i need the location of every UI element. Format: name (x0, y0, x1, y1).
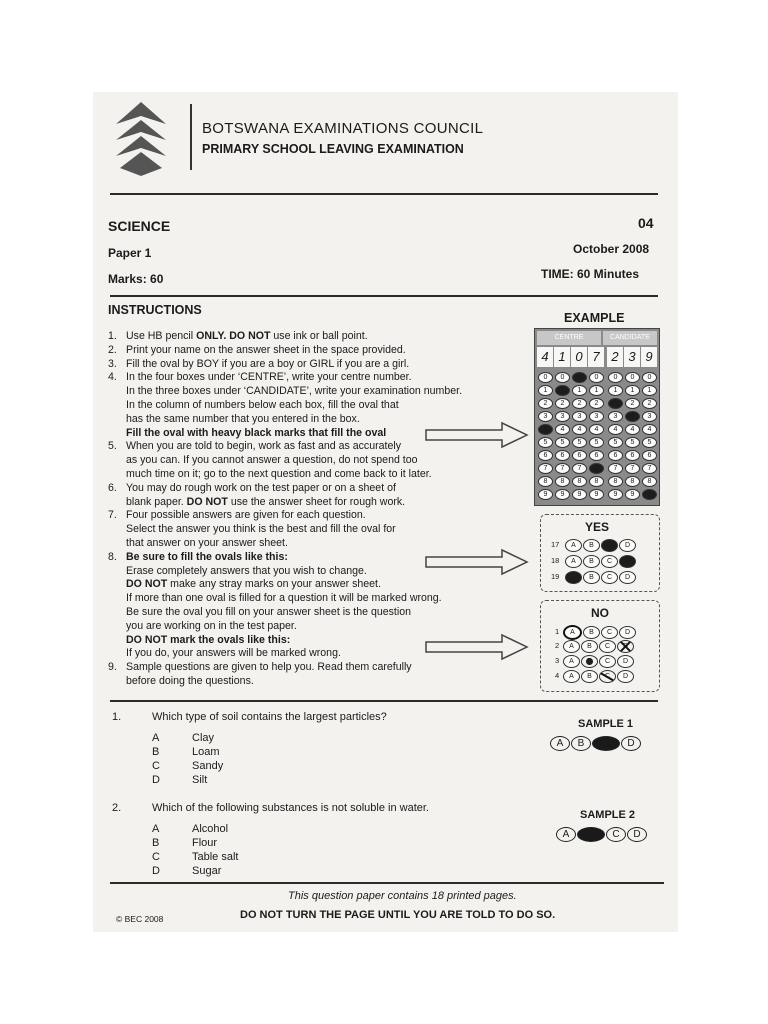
digit-oval: 2 (608, 398, 623, 409)
instruction-number (108, 523, 126, 537)
answer-oval: B (583, 626, 600, 639)
digit-box: 9 (641, 347, 657, 367)
digit-oval: 5 (589, 437, 604, 448)
digit-oval: 8 (608, 476, 623, 487)
answer-oval: B (581, 655, 598, 668)
digit-oval: 0 (625, 372, 640, 383)
question-number: 18 (551, 556, 560, 566)
digit-oval: 6 (625, 450, 640, 461)
sample-oval: A (550, 736, 570, 751)
digit-box: 1 (554, 347, 570, 367)
instruction-line (108, 344, 528, 358)
digit-oval: 7 (589, 463, 604, 474)
instruction-number (108, 675, 126, 689)
instruction-text (126, 537, 288, 551)
digit-oval: 3 (538, 411, 553, 422)
candidate-label: CANDIDATE (603, 331, 657, 345)
answer-oval: A (563, 670, 580, 683)
digit-oval: 3 (572, 411, 587, 422)
instruction-text (126, 358, 409, 372)
option-text: Sugar (192, 865, 222, 877)
instruction-line (108, 606, 528, 620)
exam-date: October 2008 (573, 242, 650, 256)
digit-oval: 7 (555, 463, 570, 474)
instruction-text (126, 427, 386, 441)
instruction-segment: use the answer sheet for rough work. (227, 495, 406, 508)
instruction-segment: If more than one oval is filled for a question it will be marked wrong. (126, 592, 442, 605)
digit-oval: 0 (538, 372, 553, 383)
bec-logo-icon (112, 100, 170, 178)
option-letter: B (152, 837, 160, 849)
page-count: This question paper contains 18 printed pages. (288, 890, 517, 902)
instruction-text (126, 565, 367, 579)
digit-box: 0 (571, 347, 587, 367)
instruction-text (126, 454, 418, 468)
digit-oval: 3 (589, 411, 604, 422)
digit-oval: 0 (555, 372, 570, 383)
option-letter: C (152, 851, 160, 863)
no-row (555, 670, 637, 685)
answer-oval: C (601, 539, 618, 552)
instruction-number: 7. (108, 509, 117, 522)
digit-box: 4 (537, 347, 553, 367)
digit-oval: 3 (555, 411, 570, 422)
oval-grid-row (538, 372, 658, 385)
digit-oval: 3 (642, 411, 657, 422)
instruction-segment: blank paper. (126, 495, 187, 508)
answer-oval: B (581, 640, 598, 653)
answer-oval: C (601, 571, 618, 584)
instruction-text (126, 468, 432, 482)
digit-oval: 4 (555, 424, 570, 435)
example-title: EXAMPLE (564, 311, 625, 325)
subject: SCIENCE (108, 218, 171, 234)
question-number: 4 (555, 671, 560, 681)
option-text: Loam (192, 746, 220, 758)
digit-oval: 7 (572, 463, 587, 474)
instruction-number (108, 427, 126, 441)
digit-oval: 9 (589, 489, 604, 500)
digit-oval: 8 (589, 476, 604, 487)
digit-oval: 1 (608, 385, 623, 396)
digit-oval: 0 (642, 372, 657, 383)
instruction-number (108, 454, 126, 468)
digit-oval: 1 (625, 385, 640, 396)
instructions-title: INSTRUCTIONS (108, 303, 202, 317)
instruction-segment: Fill the oval by BOY if you are a boy or GIRL if you are a girl. (126, 357, 410, 370)
sample-oval: B (571, 736, 591, 751)
digit-box: 3 (624, 347, 640, 367)
info-rule (110, 295, 658, 297)
instruction-segment: you are working on in the test paper. (126, 619, 297, 632)
instruction-segment: Use HB pencil (126, 330, 197, 342)
digit-oval: 9 (538, 489, 553, 500)
yes-title: YES (585, 520, 610, 534)
option-text: Clay (192, 732, 215, 744)
question-text: Which of the following substances is not soluble in water. (152, 802, 429, 814)
answer-oval: B (581, 670, 598, 683)
instruction-line (108, 675, 528, 689)
instruction-line (108, 482, 528, 496)
digit-oval: 6 (572, 450, 587, 461)
instruction-segment: Fill the oval with heavy black marks that fill the oval (126, 426, 387, 439)
instruction-text (126, 523, 396, 537)
instruction-line (108, 523, 528, 537)
centre-label: CENTRE (537, 331, 601, 345)
header-divider (190, 104, 192, 170)
digit-oval: 4 (589, 424, 604, 435)
instruction-line (108, 399, 528, 413)
instruction-line (108, 661, 528, 675)
exam-name: PRIMARY SCHOOL LEAVING EXAMINATION (202, 142, 464, 156)
sample-ovals (550, 735, 642, 753)
instruction-number (108, 606, 126, 620)
answer-oval: D (619, 555, 636, 568)
instruction-number (108, 468, 126, 482)
answer-oval: C (601, 626, 618, 639)
digit-oval: 2 (642, 398, 657, 409)
instruction-number (108, 565, 126, 579)
digit-oval: 5 (608, 437, 623, 448)
answer-oval: A (563, 625, 582, 640)
instruction-segment: Be sure to fill the ovals like this: (126, 550, 288, 563)
digit-oval: 7 (538, 463, 553, 474)
instruction-segment: before doing the questions. (126, 674, 254, 687)
digit-oval: 7 (608, 463, 623, 474)
footer-rule (110, 882, 664, 884)
digit-oval: 4 (538, 424, 553, 435)
instruction-segment: much time on it; go to the next question and come back to it later. (126, 467, 432, 480)
instruction-text (126, 606, 411, 620)
instruction-number (108, 592, 126, 606)
digit-oval: 1 (589, 385, 604, 396)
digit-oval: 2 (589, 398, 604, 409)
answer-oval: A (563, 655, 580, 668)
sample-oval: C (592, 736, 620, 751)
instruction-text (126, 634, 290, 648)
instruction-segment: Print your name on the answer sheet in the space provided. (126, 343, 406, 356)
instruction-number (108, 647, 126, 661)
oval-grid-row (538, 411, 658, 424)
instruction-number: 5. (108, 440, 117, 453)
sample-oval: A (556, 827, 576, 842)
oval-grid-row (538, 398, 658, 411)
question-number: 17 (551, 540, 560, 550)
answer-oval: D (617, 640, 634, 653)
answer-oval: B (583, 539, 600, 552)
digit-oval: 5 (572, 437, 587, 448)
sample-label: SAMPLE 2 (580, 809, 636, 821)
instruction-number (108, 496, 126, 510)
digit-oval: 8 (555, 476, 570, 487)
instruction-text (126, 620, 297, 634)
instruction-text (126, 496, 405, 510)
digit-boxes (537, 347, 657, 369)
digit-oval: 2 (538, 398, 553, 409)
yes-row (551, 571, 637, 587)
question-number: 19 (551, 572, 560, 582)
answer-oval: B (583, 555, 600, 568)
digit-oval: 4 (642, 424, 657, 435)
instruction-segment: ONLY. (196, 330, 227, 342)
question-number: 1 (555, 627, 560, 637)
paper-number: Paper 1 (108, 246, 152, 260)
instruction-number (108, 399, 126, 413)
instruction-line (108, 496, 528, 510)
instruction-text (126, 330, 368, 344)
digit-oval: 5 (555, 437, 570, 448)
option-text: Flour (192, 837, 218, 849)
answer-oval: D (619, 571, 636, 584)
subject-code: 04 (638, 215, 654, 231)
instruction-line (108, 578, 528, 592)
yes-row (551, 555, 637, 571)
digit-oval: 8 (642, 476, 657, 487)
question-number: 2 (555, 641, 560, 651)
digit-oval: 0 (589, 372, 604, 383)
council-name: BOTSWANA EXAMINATIONS COUNCIL (202, 120, 484, 137)
answer-oval: D (617, 655, 634, 668)
digit-oval: 2 (572, 398, 587, 409)
instruction-text (126, 675, 254, 689)
instruction-text (126, 344, 406, 358)
instruction-number: 1. (108, 330, 117, 342)
option-text: Table salt (192, 851, 239, 863)
instruction-number: 9. (108, 661, 117, 674)
instruction-segment: DO NOT (186, 495, 228, 508)
time-allowed: TIME: 60 Minutes (541, 267, 640, 281)
yes-example-box (540, 514, 660, 592)
instruction-line (108, 468, 528, 482)
instruction-number (108, 620, 126, 634)
instruction-number (108, 413, 126, 427)
instruction-number: 6. (108, 481, 117, 494)
digit-oval: 1 (642, 385, 657, 396)
digit-oval: 5 (625, 437, 640, 448)
sample-oval: D (627, 827, 647, 842)
question-text: Which type of soil contains the largest particles? (152, 711, 387, 723)
oval-grid-row (538, 437, 658, 450)
digit-oval: 9 (625, 489, 640, 500)
instruction-line (108, 330, 528, 344)
instruction-text (126, 385, 462, 399)
instruction-segment: DO NOT (229, 330, 271, 342)
arrow-icon (424, 547, 530, 577)
option-letter: D (152, 774, 160, 786)
digit-oval: 4 (572, 424, 587, 435)
digit-oval: 9 (608, 489, 623, 500)
option-letter: B (152, 746, 160, 758)
answer-oval: C (599, 655, 616, 668)
digit-oval: 6 (589, 450, 604, 461)
instruction-number (108, 634, 126, 648)
digit-oval: 5 (642, 437, 657, 448)
answer-oval: C (599, 640, 616, 653)
digit-oval: 6 (538, 450, 553, 461)
option-letter: D (152, 865, 160, 877)
answer-oval: C (601, 555, 618, 568)
instruction-segment: Four possible answers are given for each question. (126, 509, 366, 522)
copyright: © BEC 2008 (116, 914, 164, 924)
digit-oval: 6 (608, 450, 623, 461)
answer-oval: D (617, 670, 634, 683)
warning-text: DO NOT TURN THE PAGE UNTIL YOU ARE TOLD TO DO SO. (240, 909, 556, 921)
digit-oval: 1 (572, 385, 587, 396)
instruction-text (126, 399, 399, 413)
instruction-segment: as you can. If you cannot answer a question, do not spend too (126, 454, 418, 467)
instruction-text (126, 647, 341, 661)
instruction-segment: that answer on your answer sheet. (126, 536, 288, 549)
instruction-line (108, 592, 528, 606)
digit-oval: 6 (642, 450, 657, 461)
instruction-segment: DO NOT mark the ovals like this: (126, 633, 291, 646)
instruction-segment: When you are told to begin, work as fast and as accurately (126, 440, 401, 453)
digit-oval: 6 (555, 450, 570, 461)
instructions-rule (110, 700, 658, 702)
digit-oval: 3 (625, 411, 640, 422)
answer-oval: A (565, 555, 582, 568)
instruction-line (108, 509, 528, 523)
option-text: Alcohol (192, 823, 229, 835)
no-example-box (540, 600, 660, 692)
instruction-line (108, 371, 528, 385)
sample-label: SAMPLE 1 (578, 718, 634, 730)
digit-oval: 5 (538, 437, 553, 448)
digit-oval: 9 (555, 489, 570, 500)
instruction-line (108, 385, 528, 399)
digit-oval: 0 (572, 372, 587, 383)
instruction-number (108, 385, 126, 399)
option-letter: C (152, 760, 160, 772)
sample-oval: B (577, 827, 605, 842)
instruction-segment: In the column of numbers below each box, fill the oval that (126, 398, 399, 411)
answer-oval: D (619, 539, 636, 552)
instruction-number: 8. (108, 550, 117, 563)
answer-oval: A (565, 571, 582, 584)
instruction-text (126, 440, 401, 454)
digit-oval: 4 (608, 424, 623, 435)
arrow-icon (424, 632, 530, 662)
instruction-segment: Erase completely answers that you wish to change. (126, 564, 367, 577)
digit-box: 7 (588, 347, 604, 367)
no-title: NO (591, 606, 609, 620)
option-letter: A (152, 823, 160, 835)
instruction-text (126, 509, 366, 523)
instruction-text (126, 551, 288, 565)
digit-oval: 4 (625, 424, 640, 435)
answer-oval: D (619, 626, 636, 639)
instruction-segment: Select the answer you think is the best and fill the oval for (126, 523, 396, 536)
digit-oval: 1 (555, 385, 570, 396)
digit-oval: 8 (538, 476, 553, 487)
option-text: Silt (192, 774, 208, 786)
answer-oval: B (583, 571, 600, 584)
oval-grid-row (538, 476, 658, 489)
instruction-text (126, 482, 396, 496)
instruction-segment: If you do, your answers will be marked wrong. (126, 647, 341, 660)
question-number: 1. (112, 711, 122, 723)
instruction-number (108, 578, 126, 592)
instruction-number: 4. (108, 371, 117, 384)
instruction-text (126, 578, 381, 592)
digit-oval: 7 (625, 463, 640, 474)
oval-grid-row (538, 463, 658, 476)
digit-box: 2 (607, 347, 623, 367)
digit-oval: 8 (572, 476, 587, 487)
answer-oval: C (599, 670, 616, 683)
question-number: 3 (555, 656, 560, 666)
instruction-segment: In the four boxes under ‘CENTRE’, write your centre number. (126, 371, 412, 384)
instruction-text (126, 371, 412, 385)
instruction-segment: Sample questions are given to help you. Read them carefully (126, 661, 412, 674)
instruction-segment: You may do rough work on the test paper or on a sheet of (126, 481, 396, 494)
sample-ovals (556, 826, 648, 844)
option-letter: A (152, 732, 160, 744)
instruction-text (126, 592, 442, 606)
digit-oval: 2 (555, 398, 570, 409)
answer-oval: A (563, 640, 580, 653)
oval-grid-row (538, 489, 658, 502)
yes-row (551, 539, 637, 555)
no-row (555, 640, 637, 655)
instruction-line (108, 358, 528, 372)
digit-oval: 8 (625, 476, 640, 487)
sample-oval: D (621, 736, 641, 751)
digit-oval: 9 (642, 489, 657, 500)
instruction-number: 2. (108, 343, 117, 356)
marks: Marks: 60 (108, 272, 164, 286)
digit-oval: 1 (538, 385, 553, 396)
option-text: Sandy (192, 760, 224, 772)
instruction-segment: has the same number that you entered in the box. (126, 412, 360, 425)
instruction-segment: In the three boxes under ‘CANDIDATE’, write your examination number. (126, 385, 463, 398)
oval-grid-row (538, 450, 658, 463)
digit-oval-grid (538, 372, 658, 502)
instruction-number (108, 537, 126, 551)
example-grid (534, 328, 660, 506)
digit-oval: 0 (608, 372, 623, 383)
oval-grid-row (538, 385, 658, 398)
instruction-segment: make any stray marks on your answer sheet. (167, 578, 381, 591)
instruction-segment: Be sure the oval you fill on your answer sheet is the question (126, 605, 412, 618)
instruction-text (126, 661, 412, 675)
arrow-icon (424, 420, 530, 450)
no-row (555, 625, 637, 640)
instruction-segment: DO NOT (126, 578, 168, 591)
no-row (555, 655, 637, 670)
instruction-number: 3. (108, 357, 117, 370)
digit-oval: 2 (625, 398, 640, 409)
oval-grid-row (538, 424, 658, 437)
header-rule (110, 193, 658, 195)
question-number: 2. (112, 802, 122, 814)
instruction-text (126, 413, 360, 427)
answer-oval: A (565, 539, 582, 552)
digit-oval: 9 (572, 489, 587, 500)
digit-oval: 7 (642, 463, 657, 474)
instruction-line (108, 454, 528, 468)
sample-oval: C (606, 827, 626, 842)
digit-oval: 3 (608, 411, 623, 422)
instruction-segment: use ink or ball point. (270, 330, 368, 342)
